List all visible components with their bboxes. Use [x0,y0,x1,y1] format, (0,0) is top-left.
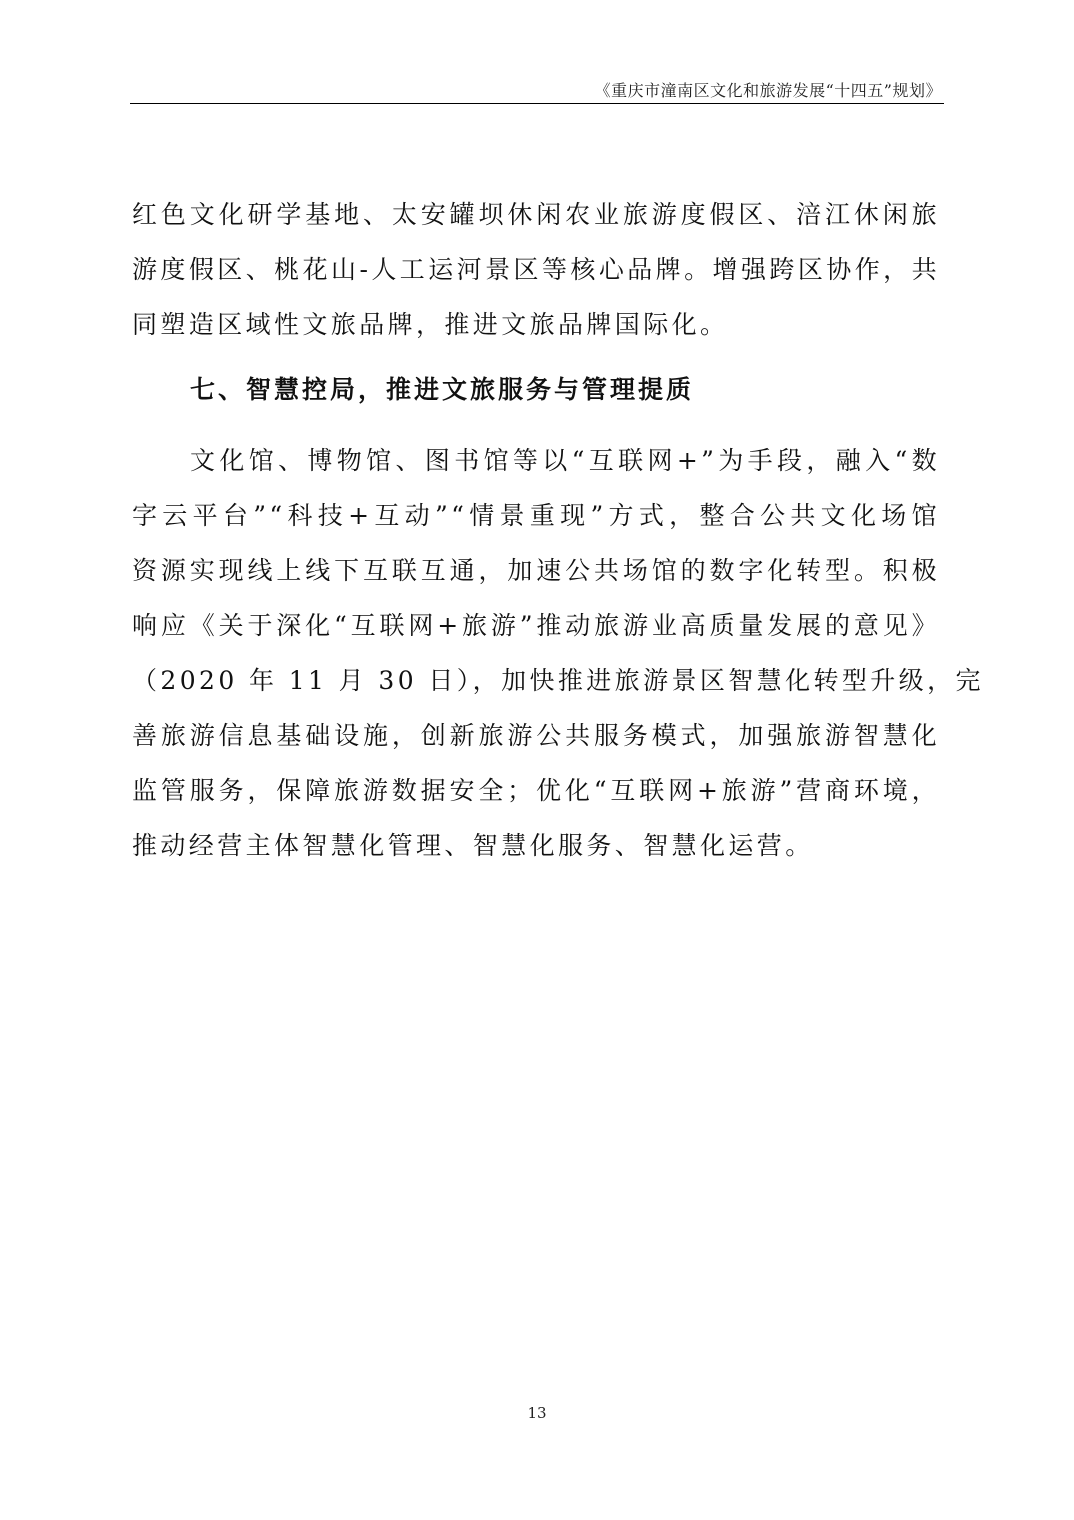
section-heading: 七、智慧控局，推进文旅服务与管理提质 [190,375,695,404]
paragraph-line: 文化馆、博物馆、图书馆等以“互联网+”为手段，融入“数 [190,446,940,475]
page-number: 13 [527,1404,547,1422]
paragraph-smart-tourism [132,433,984,873]
paragraph-continued [132,187,940,352]
paragraph-line: 红色文化研学基地、太安罐坝休闲农业旅游度假区、涪江休闲旅 [132,200,940,229]
header-rule [130,103,944,104]
running-header: 《重庆市潼南区文化和旅游发展“十四五”规划》 [594,81,942,100]
paragraph-line: 监管服务，保障旅游数据安全；优化“互联网+旅游”营商环境， [132,776,940,805]
paragraph-line: 推动经营主体智慧化管理、智慧化服务、智慧化运营。 [132,831,814,860]
paragraph-line: 同塑造区域性文旅品牌，推进文旅品牌国际化。 [132,310,729,339]
paragraph-line: （2020 年 11 月 30 日），加快推进旅游景区智慧化转型升级，完 [132,666,984,695]
paragraph-line: 资源实现线上线下互联互通，加速公共场馆的数字化转型。积极 [132,556,940,585]
paragraph-line: 字云平台”“科技+互动”“情景重现”方式，整合公共文化场馆 [132,501,940,530]
paragraph-line: 游度假区、桃花山-人工运河景区等核心品牌。增强跨区协作，共 [132,255,940,284]
paragraph-line: 善旅游信息基础设施，创新旅游公共服务模式，加强旅游智慧化 [132,721,940,750]
paragraph-line: 响应《关于深化“互联网+旅游”推动旅游业高质量发展的意见》 [132,611,940,640]
